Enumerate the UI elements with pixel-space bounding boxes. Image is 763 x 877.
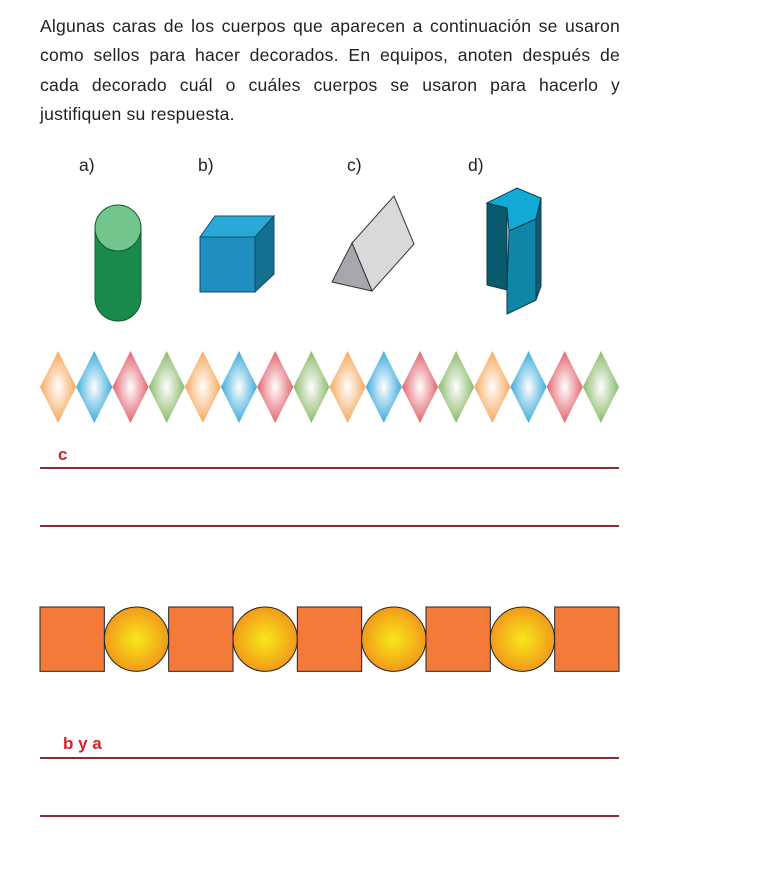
circle-stamp [362,607,426,671]
diamond-stamp [402,351,438,423]
circle-stamp [104,607,168,671]
circle-stamp [490,607,554,671]
answer-line-2a [40,757,619,759]
square-stamp [169,607,233,671]
label-d: d) [468,155,484,175]
answer-line-2b [40,815,619,817]
diamond-stamp [112,351,148,423]
answer-line-1b [40,525,619,527]
squares-circles-decoration [0,604,763,674]
label-c: c) [347,155,362,175]
label-b: b) [198,155,214,175]
square-stamp [555,607,619,671]
instructions-text: Algunas caras de los cuerpos que aparecen a continuación se usaron como sellos para hacer decorados. En equipos, anoten después de cada decorado cuál o cuáles cuerpos se usaron para hacerlo y justifiquen su respuesta. [40,16,620,125]
circle-stamp [233,607,297,671]
diamond-stamp [185,351,221,423]
triangular-prism-solid [332,196,414,291]
answer-line-1a [40,467,619,469]
diamond-stamp [366,351,402,423]
label-a: a) [79,155,95,175]
diamond-stamp [330,351,366,423]
square-stamp [297,607,361,671]
diamond-stamp [583,351,619,423]
diamond-stamp [76,351,112,423]
diamond-stamp [474,351,510,423]
diamond-stamp [547,351,583,423]
diamond-stamp [510,351,546,423]
diamond-stamp [149,351,185,423]
answer-2: b y a [63,734,102,753]
diamond-decoration [0,348,763,428]
cylinder-solid [95,205,141,321]
solids-figure [0,0,763,340]
diamond-stamp [438,351,474,423]
diamond-stamp [293,351,329,423]
diamond-stamp [221,351,257,423]
diamond-stamp [40,351,76,423]
composite-prism-solid [487,188,541,314]
square-stamp [40,607,104,671]
answer-1: c [58,445,68,464]
diamond-stamp [257,351,293,423]
cube-solid [200,216,274,292]
square-stamp [426,607,490,671]
